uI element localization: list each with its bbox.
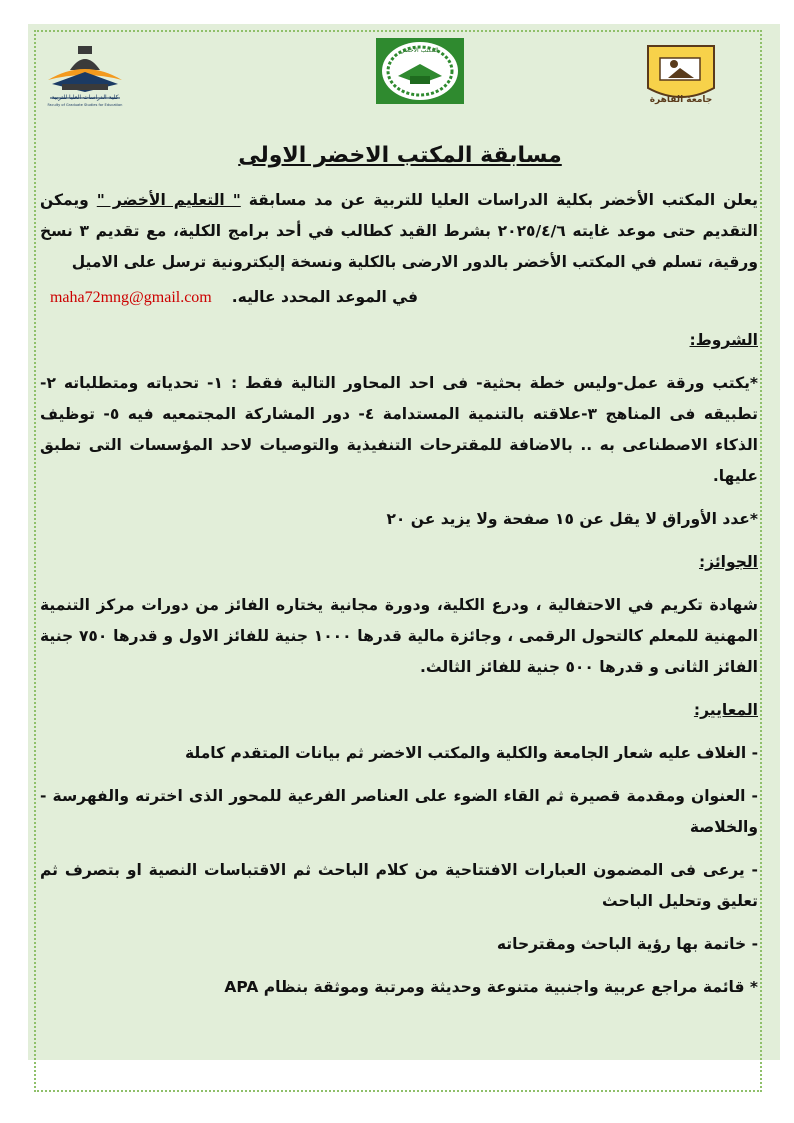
green-library-logo-text: المكتب الأخضر bbox=[401, 47, 439, 54]
faculty-logo-subtext: Faculty of Graduate Studies for Education bbox=[47, 103, 123, 107]
page-title: مسابقة المكتب الاخضر الاولى bbox=[238, 143, 562, 168]
prizes-heading: الجوائز: bbox=[699, 553, 758, 571]
email-line bbox=[40, 282, 418, 313]
criteria-item: - يرعى فى المضمون العبارات الافتتاحية من كلام الباحث ثم الاقتباسات النصية او بتصرف ثم تعليق وتحليل الباحث bbox=[40, 861, 758, 910]
faculty-logo bbox=[40, 40, 130, 108]
condition-item: *يكتب ورقة عمل-وليس خطة بحثية- فى احد المحاور التالية فقط : ١- تحدياته ومتطلباته ٢-تطبيقه فى المناهج ٣-علاقته بالتنمية المستدامة ٤- دور المشاركة المجتمعيه فيه ٥- توظيف الذكاء الاصطناعى به .. بالاضافة للمقترحات التنفيذية والتوصيات لاحد المؤسسات التى تطبق عليها. bbox=[40, 374, 759, 485]
faculty-logo-text: كلية الدراسات العليا للتربية bbox=[51, 94, 119, 101]
conditions-heading: الشروط: bbox=[689, 331, 758, 349]
intro-paragraph bbox=[40, 185, 758, 278]
email-address[interactable]: maha72mng@gmail.com bbox=[49, 289, 212, 306]
intro-highlight: " التعليم الأخضر " bbox=[96, 191, 241, 209]
cairo-university-logo-text: جامعة القاهرة bbox=[649, 95, 713, 105]
after-email-text: في الموعد المحدد عاليه. bbox=[231, 288, 418, 306]
intro-part1: يعلن المكتب الأخضر بكلية الدراسات العليا للتربية عن مد مسابقة bbox=[240, 191, 758, 209]
document-body bbox=[40, 185, 758, 1003]
condition-item: *عدد الأوراق لا يقل عن ١٥ صفحة ولا يزيد عن ٢٠ bbox=[386, 510, 758, 528]
intro-part2: ويمكن التقديم حتى موعد غايته ٢٠٢٥/٤/٦ بشرط القيد كطالب في أحد برامج الكلية، مع تقديم ٣ نسخ ورقية، تسلم في المكتب الأخضر بالدور الارضى بالكلية ونسخة إليكترونية ترسل على الاميل bbox=[40, 191, 758, 271]
criteria-item: - خاتمة بها رؤية الباحث ومقترحاته bbox=[496, 935, 758, 953]
cairo-university-logo bbox=[640, 44, 722, 108]
criteria-item: - الغلاف عليه شعار الجامعة والكلية والمكتب الاخضر ثم بيانات المتقدم كاملة bbox=[184, 744, 758, 762]
prizes-text: شهادة تكريم في الاحتفالية ، ودرع الكلية، ودورة مجانية يختاره الفائز من دورات مركز التنمية المهنية للمعلم كالتحول الرقمى ، وجائزة مالية قدرها ١٠٠٠ جنية للفائز الاول و قدرها ٧٥٠ جنية الفائز الثانى و قدرها ٥٠٠ جنية للفائز الثالث. bbox=[40, 596, 759, 676]
green-library-logo bbox=[376, 38, 464, 104]
criteria-item: - العنوان ومقدمة قصيرة ثم القاء الضوء على العناصر الفرعية للمحور الذى اخترته والفهرسة - والخلاصة bbox=[40, 787, 758, 836]
criteria-item: * قائمة مراجع عربية واجنبية متنوعة وحديثة ومرتبة وموثقة بنظام APA bbox=[224, 978, 758, 996]
criteria-heading: المعايير: bbox=[693, 701, 758, 719]
